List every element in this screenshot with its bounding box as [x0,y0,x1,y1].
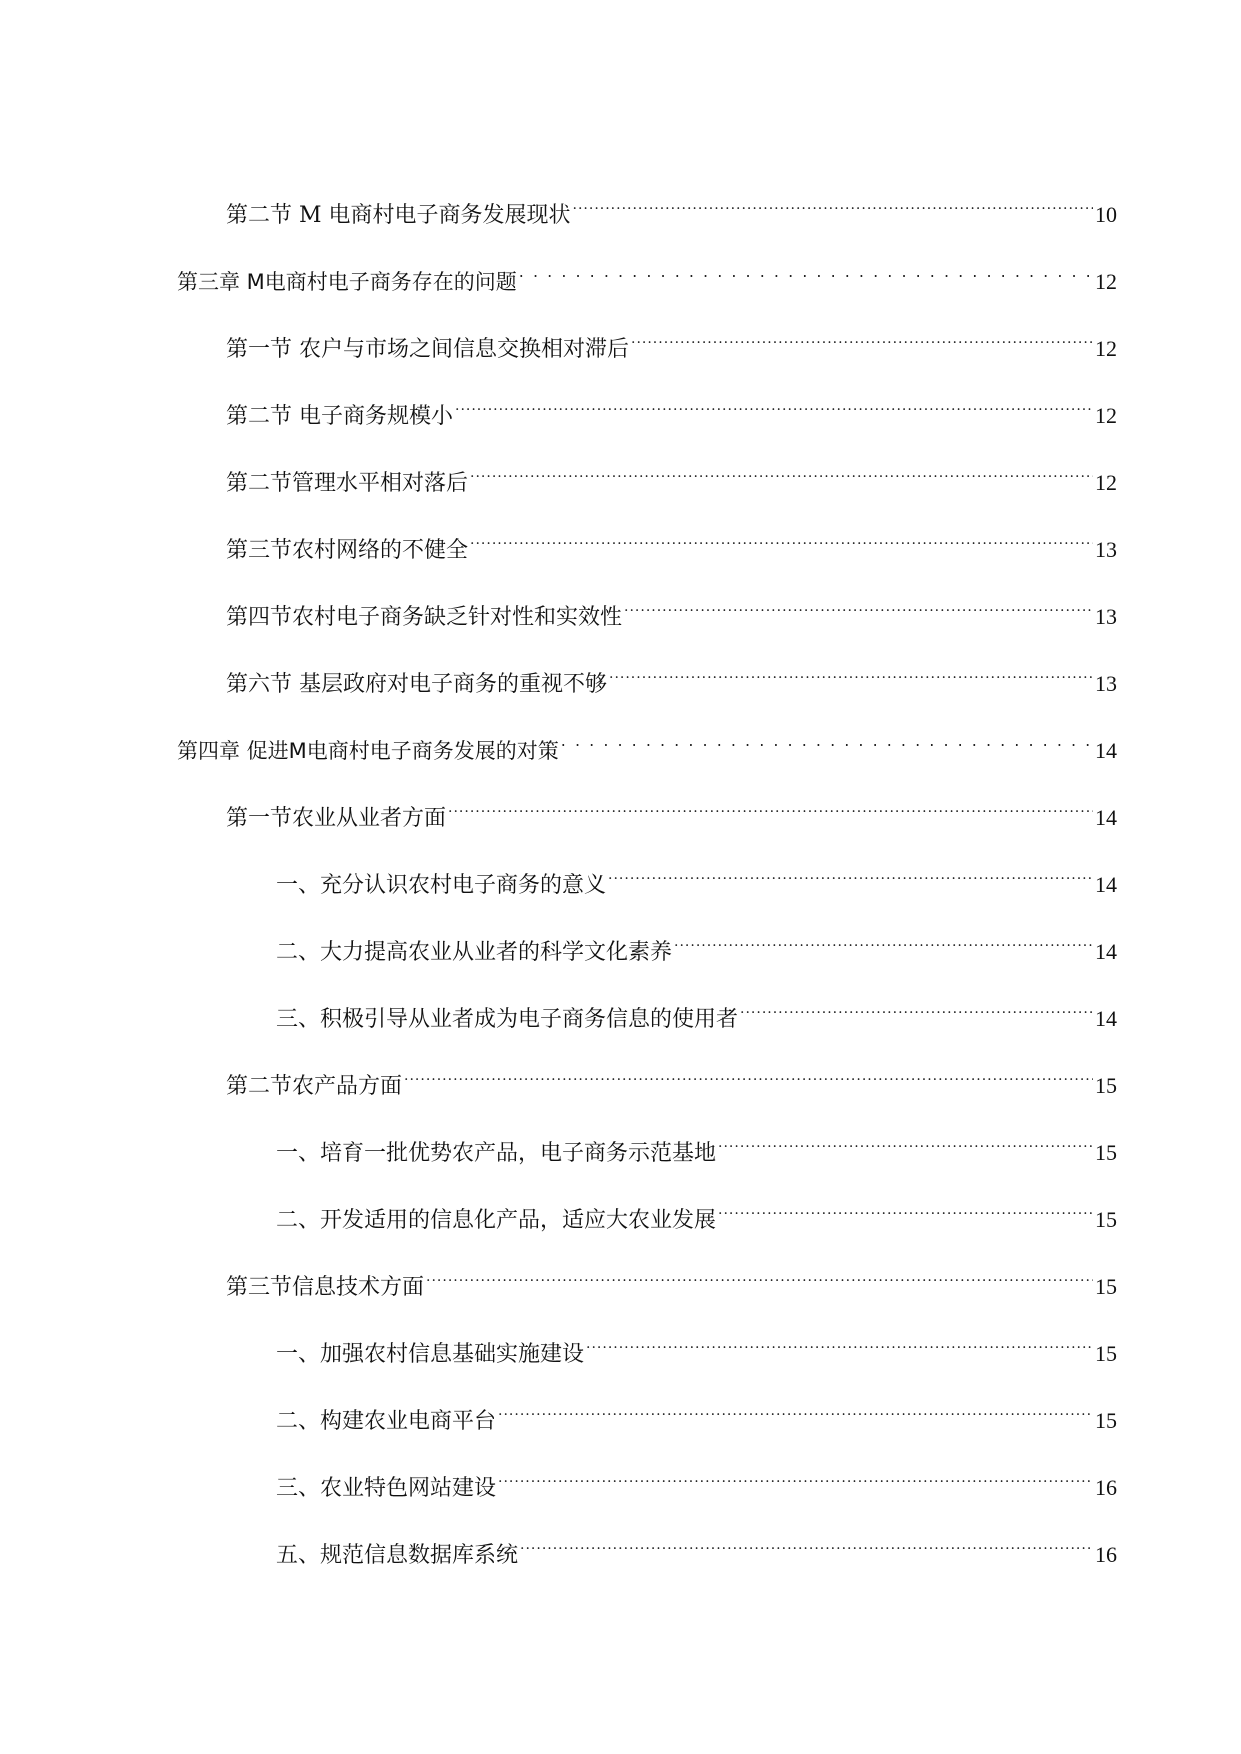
toc-subentry[interactable] [276,1522,1117,1568]
toc-dot-leader [470,450,1093,490]
toc-entry-title: 第三节农村网络的不健全 [226,538,469,563]
toc-dot-leader [561,718,1093,758]
toc-page-number: 14 [1095,738,1117,763]
toc-entry-title: 第一节农业从业者方面 [226,806,447,831]
toc-page-number: 15 [1095,1341,1117,1366]
toc-dot-leader [448,785,1093,825]
toc-entry[interactable] [226,584,1117,630]
toc-subentry[interactable] [276,1388,1117,1434]
toc-page-number: 15 [1095,1140,1117,1165]
toc-page-number: 12 [1095,336,1117,361]
toc-dot-leader [470,517,1093,557]
toc-dot-leader [609,651,1093,691]
toc-entry-title: 第三节信息技术方面 [226,1275,425,1300]
toc-subentry[interactable] [276,986,1117,1032]
toc-entry[interactable] [226,182,1117,228]
toc-chapter-entry[interactable] [177,718,1117,763]
toc-entry-title: 三、农业特色网站建设 [276,1476,497,1501]
toc-page-number: 15 [1095,1274,1117,1299]
toc-subentry[interactable] [276,1187,1117,1233]
toc-page-number: 14 [1095,939,1117,964]
toc-page-number: 15 [1095,1073,1117,1098]
toc-page-number: 13 [1095,671,1117,696]
toc-entry[interactable] [226,785,1117,831]
toc-dot-leader [519,249,1093,289]
toc-dot-leader [498,1388,1093,1428]
toc-entry-title: 第二节 M 电商村电子商务发展现状 [226,203,571,228]
toc-entry-title: 一、充分认识农村电子商务的意义 [276,873,607,898]
toc-subentry[interactable] [276,852,1117,898]
toc-chapter-entry[interactable] [177,249,1117,294]
toc-page-number: 15 [1095,1207,1117,1232]
toc-dot-leader [718,1120,1093,1160]
toc-page-number: 16 [1095,1542,1117,1567]
toc-entry-title: 第二节管理水平相对落后 [226,471,469,496]
toc-dot-leader [740,986,1093,1026]
toc-entry-title: 二、开发适用的信息化产品，适应大农业发展 [276,1208,717,1233]
toc-page-number: 12 [1095,403,1117,428]
toc-page-number: 15 [1095,1408,1117,1433]
toc-page-number: 12 [1095,470,1117,495]
toc-entry-title: 第四节农村电子商务缺乏针对性和实效性 [226,605,623,630]
toc-dot-leader [631,316,1093,356]
toc-entry-title: 第二节农产品方面 [226,1074,403,1099]
toc-entry[interactable] [226,651,1117,697]
toc-dot-leader [426,1254,1093,1294]
toc-entry-title: 第三章 M电商村电子商务存在的问题 [177,270,517,294]
toc-dot-leader [498,1455,1093,1495]
toc-page-number: 12 [1095,269,1117,294]
toc-page-number: 13 [1095,537,1117,562]
toc-entry-title: 一、加强农村信息基础实施建设 [276,1342,585,1367]
toc-entry-title: 第一节 农户与市场之间信息交换相对滞后 [226,337,629,362]
toc-page-number: 13 [1095,604,1117,629]
toc-dot-leader [573,182,1093,222]
toc-page-number: 14 [1095,805,1117,830]
toc-dot-leader [674,919,1093,959]
toc-dot-leader [608,852,1093,892]
toc-page-number: 14 [1095,872,1117,897]
toc-entry[interactable] [226,383,1117,429]
toc-entry[interactable] [226,517,1117,563]
toc-entry-title: 五、规范信息数据库系统 [276,1543,519,1568]
toc-page-number: 16 [1095,1475,1117,1500]
toc-entry-title: 二、大力提高农业从业者的科学文化素养 [276,940,673,965]
toc-entry-title: 三、积极引导从业者成为电子商务信息的使用者 [276,1007,739,1032]
toc-dot-leader [404,1053,1093,1093]
toc-subentry[interactable] [276,1321,1117,1367]
toc-entry[interactable] [226,316,1117,362]
toc-subentry[interactable] [276,1120,1117,1166]
toc-dot-leader [624,584,1093,624]
toc-dot-leader [455,383,1093,423]
toc-entry[interactable] [226,450,1117,496]
toc-subentry[interactable] [276,919,1117,965]
toc-dot-leader [586,1321,1093,1361]
toc-entry-title: 一、培育一批优势农产品，电子商务示范基地 [276,1141,717,1166]
toc-entry[interactable] [226,1053,1117,1099]
toc-entry-title: 二、构建农业电商平台 [276,1409,497,1434]
toc-entry-title: 第六节 基层政府对电子商务的重视不够 [226,672,607,697]
toc-dot-leader [520,1522,1093,1562]
toc-subentry[interactable] [276,1455,1117,1501]
toc-page-number: 14 [1095,1006,1117,1031]
toc-entry-title: 第二节 电子商务规模小 [226,404,453,429]
toc-dot-leader [718,1187,1093,1227]
toc-entry[interactable] [226,1254,1117,1300]
toc-entry-title: 第四章 促进M电商村电子商务发展的对策 [177,739,559,763]
toc-page-number: 10 [1095,202,1117,227]
